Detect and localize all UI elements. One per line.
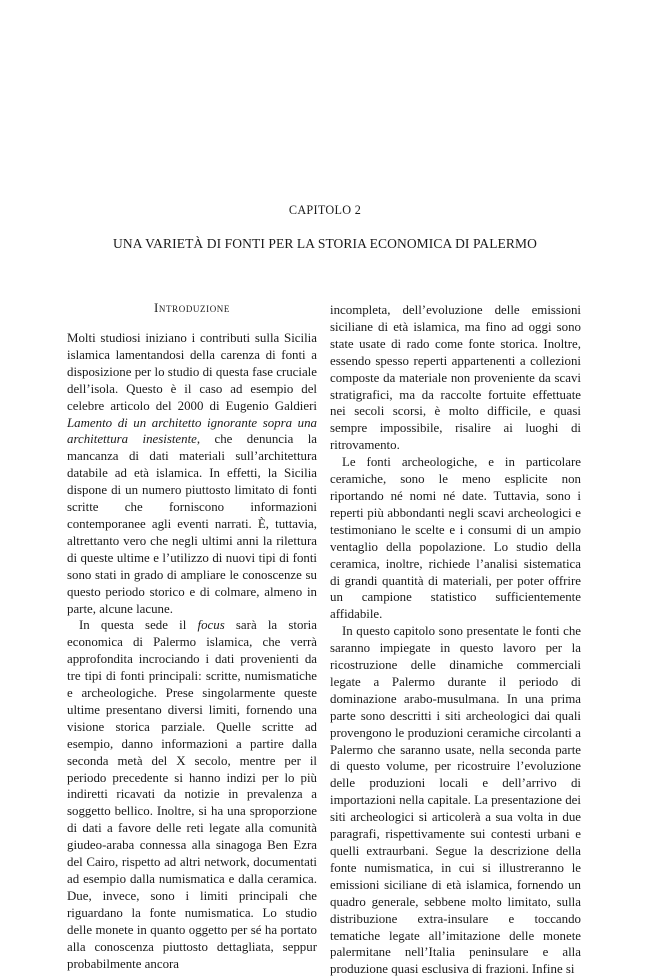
chapter-label: CAPITOLO 2: [288, 203, 362, 217]
italic-title: Lamento di un architetto ignorante sopra una architettura inesistente: [67, 415, 317, 447]
italic-term: focus: [197, 618, 225, 633]
paragraph: In questo capitolo sono presentate le fonti che saranno impiegate in questo lavoro per la ricostruzione delle dinamiche commerciali legate a Palermo durante il periodo di dominazione arabo-musulmana. In una prima parte sono descritti i siti archeologici dai quali provengono le produzioni ceramiche circolanti a Palermo che saranno usate, nella seconda parte di questo volume, per ricostruire l’evoluzione delle produzioni locali e dell’arrivo di importazioni nella capitale. La presentazione dei siti archeologici si articolerà a sua volta in due paragrafi, rispettivamente sui contesti urbani e quelli extraurbani. Segue la descrizione della fonte numismatica, in cui si illustreranno le emissioni siciliane di età islamica, fornendo un quadro generale, sebbene molto limitato, sulla distribuzione extra-insulare e toccando tematiche legate all’imitazione delle monete palermitane nell’Italia peninsulare e alla produzione quasi esclusiva di frazioni. Infine si: [330, 624, 581, 977]
left-column: [67, 300, 317, 972]
chapter-title: UNA VARIETÀ DI FONTI PER LA STORIA ECONOMICA DI PALERMO: [113, 236, 537, 251]
paragraph: Le fonti archeologiche, e in particolare ceramiche, sono le meno esplicite non riportando né nomi né date. Tuttavia, sono i reperti più abbondanti negli scavi archeologici e testimoniano le scelte e i consumi di un ampio ventaglio della popolazione. Lo studio della ceramica, inoltre, richiede l’analisi sistematica di grandi quantità di materiali, per poter offrire un campione statistico sufficientemente affidabile.: [330, 455, 581, 622]
section-heading: Introduzione: [153, 300, 231, 315]
paragraph-text: In questa sede il: [79, 618, 198, 633]
paragraph: [67, 330, 317, 617]
paragraph-text: , che denuncia la mancanza di dati materiali sull’architettura databile ad età islamica. In effetti, la Sicilia dispone di un numero piuttosto limitato di fonti scritte che forniscono informazioni contemporanee agli eventi narrati. È, tuttavia, altrettanto vero che negli ultimi anni la rilettura di queste ultime e l’utilizzo di nuovi tipi di fonti sono stati in grado di ampliare le conoscenze su questo periodo storico e di colmare, almeno in parte, alcune lacune.: [67, 432, 317, 616]
paragraph-text: sarà la storia economica di Palermo islamica, che verrà approfondita incrociando i dati provenienti da tre tipi di fonti principali: scritte, numismatiche e archeologiche. Prese singolarmente queste ultime presentano diversi limiti, fornendo una visione storica parziale. Quelle scritte ad esempio, danno informazioni a partire dalla seconda metà del X secolo, mentre per il periodo precedente si hanno indizi per lo più indiretti ricavati da notizie in prevalenza a soggetto bellico. Inoltre, si ha una sproporzione di dati a favore delle reti legate alla comunità giudeo-araba connessa alla sinagoga Ben Ezra del Cairo, rispetto ad altri network, documentati ad esempio dalla numismatica e dalla ceramica. Due, invece, sono i limiti principali che riguardano la fonte numismatica. Lo studio delle monete in quanto oggetto per sé ha portato alla conoscenza piuttosto dettagliata, seppur probabilmente ancora: [67, 618, 317, 971]
paragraph: [67, 617, 317, 972]
right-column: [330, 302, 581, 978]
paragraph: incompleta, dell’evoluzione delle emissioni siciliane di età islamica, ma fino ad oggi sono state usate di rado come fonte storica. Inoltre, essendo spesso reperti appartenenti a collezioni composte da materiale non proveniente da scavi stratigrafici, ma da raccolte fortuite effettuate nei secoli scorsi, è molto difficile, e quasi sempre impossibile, risalire ai luoghi di ritrovamento.: [330, 303, 581, 453]
paragraph-text: Molti studiosi iniziano i contributi sulla Sicilia islamica lamentandosi della carenza di fonti a disposizione per lo studio di questa fase cruciale dell’isola. Questo è il caso ad esempio del celebre articolo del 2000 di Eugenio Galdieri: [67, 331, 317, 413]
